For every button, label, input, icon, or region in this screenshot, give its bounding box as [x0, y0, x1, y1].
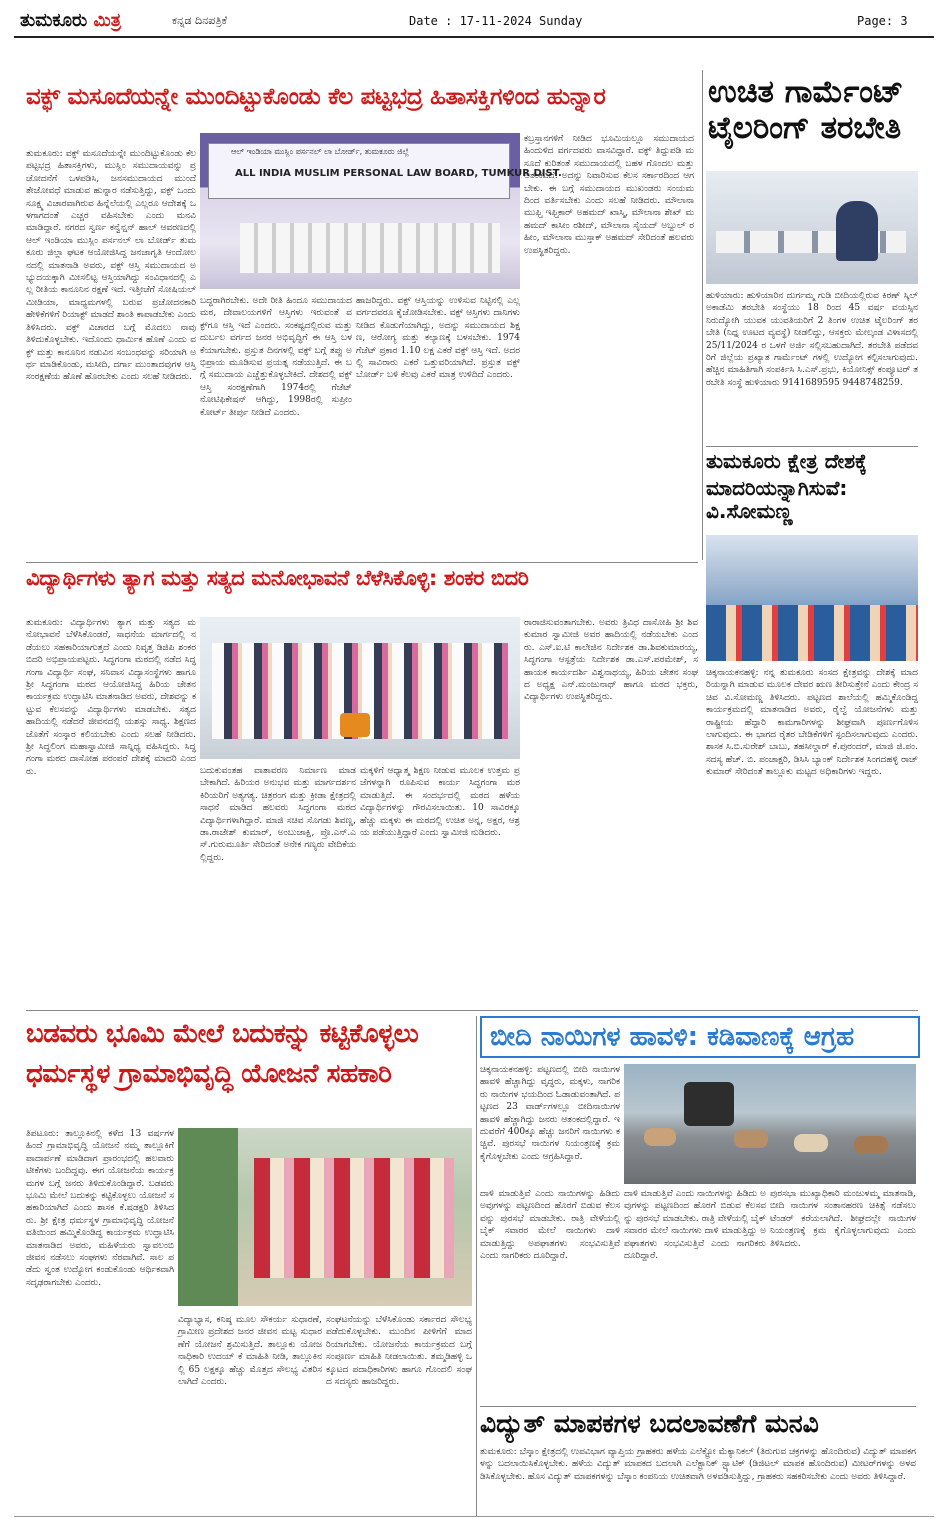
- story1-headline: ವಕ್ಫ್ ಮಸೂದೆಯನ್ನೇ ಮುಂದಿಟ್ಟುಕೊಂಡು ಕೆಲ ಪಟ್ಟಭದ್ರ ಹಿತಾಸಕ್ತಿಗಳಿಂದ ಹುನ್ನಾರ: [26, 84, 606, 110]
- photo-banner-line1: ಆಲ್ ಇಂಡಿಯಾ ಮುಸ್ಲಿಂ ಪರ್ಸನಲ್ ಲಾ ಬೋರ್ಡ್, ತುಮಕೂರು ಜಿಲ್ಲೆ: [231, 147, 409, 156]
- newspaper-logo: [20, 10, 121, 31]
- story-divider: [706, 446, 918, 447]
- story1-column-2: ಬದ್ಧರಾಗಿರಬೇಕು. ಅದೇ ರೀತಿ ಹಿಂದೂ ಸಮುದಾಯದ ಮಠ, ದೇವಾಲಯಗಳಿಗೆ ಆಸ್ತಿಗಳು ಇರುವಂತೆ ವಕ್ಫ್‌ಗೂ ಆಸ್ತಿ ಇದೆ ಎಂದರು. ಸಂಕಷ್ಟದಲ್ಲಿರುವ ಮತ್ತು ದುರ್ಬಲ ವರ್ಗದ ಜನರ ಅಭಿವೃದ್ಧಿಗೆ ಈ ಆಸ್ತಿ ಬಳಕೆಯಾಗಬೇಕು. ಪ್ರಸ್ತುತ ದಿನಗಳಲ್ಲಿ ವಕ್ಫ್ ಬಗ್ಗೆ ತಪ್ಪು ಅಭಿಪ್ರಾಯ ಮೂಡಿಸುವ ಪ್ರಯತ್ನ ನಡೆಯುತ್ತಿದೆ. ಈ ಬಗ್ಗೆ ಸಮುದಾಯ ಎಚ್ಚೆತ್ತುಕೊಳ್ಳಬೇಕಿದೆ. ದೇಶದಲ್ಲಿ ವಕ್ಫ್ ಆಸ್ತಿ ಸಂರಕ್ಷಣೆಗಾಗಿ 1974ರಲ್ಲಿ ಗೆಜೆಟ್ ನೋಟಿಫಿಕೇಷನ್ ಆಗಿದ್ದು, 1998ರಲ್ಲಿ ಸುಪ್ರೀಂ ಕೋರ್ಟ್ ತೀರ್ಪು ನೀಡಿದೆ ಎಂದರು.: [200, 296, 352, 418]
- story2-headline: [708, 75, 936, 165]
- story5-photo: [178, 1128, 472, 1306]
- story6-headline-box: [480, 1016, 920, 1058]
- story4-column-1: ತುಮಕೂರು: ವಿದ್ಯಾರ್ಥಿಗಳು ತ್ಯಾಗ ಮತ್ತು ಸತ್ಯದ ಮನೋಭಾವನೆ ಬೆಳೆಸಿಕೊಂಡರೆ, ಸಾಧನೆಯ ಮಾರ್ಗದಲ್ಲಿ ನಡೆಯಲು ಸಹಕಾರಿಯಾಗುತ್ತದೆ ಎಂದು ನಿವೃತ್ತ ಡಿಜಿಪಿ ಶಂಕರ ಬಿದರಿ ಅಭಿಪ್ರಾಯಪಟ್ಟರು. ಸಿದ್ಧಗಂಗಾ ಮಠದಲ್ಲಿ ನಡೆದ ಸಿದ್ಧಗಂಗಾ ವಿದ್ಯಾರ್ಥಿ ಸಂಘ, ಸನಿವಾಸ ವಿದ್ಯಾಸಂಸ್ಥೆಗಳು ಹಾಗೂ ಶ್ರೀ ಸಿದ್ಧಗಂಗಾ ಮಠದ ಆಯೋಜಿಸಿದ್ದ ಹಿರಿಯ ಚೇತನ ಕಾರ್ಯಕ್ರಮ ಉದ್ಘಾಟಿಸಿ ಮಾತನಾಡಿದ ಅವರು, ದೇಶವನ್ನು ಕಟ್ಟುವ ಕೆಲಸವನ್ನು ವಿದ್ಯಾರ್ಥಿಗಳು ಮಾಡಬೇಕು. ಸತ್ಯದ ಹಾದಿಯಲ್ಲಿ ನಡೆದರೆ ಜೀವನದಲ್ಲಿ ಯಶಸ್ಸು ಸಾಧ್ಯ. ಶಿಕ್ಷಣದ ಜೊತೆಗೆ ಸಂಸ್ಕಾರ ಕಲಿಯಬೇಕು ಎಂದು ಸಲಹೆ ನೀಡಿದರು. ಶ್ರೀ ಸಿದ್ಧಲಿಂಗ ಮಹಾಸ್ವಾಮೀಜಿ ಸಾನ್ನಿಧ್ಯ ವಹಿಸಿದ್ದರು. ಸಿದ್ಧಗಂಗಾ ಮಠದ ದಾಸೋಹ ಪರಂಪರೆ ದೇಶಕ್ಕೆ ಮಾದರಿ ಎಂದರು.: [26, 618, 196, 777]
- story2-headline-line2: ಟೈಲರಿಂಗ್ ತರಬೇತಿ: [708, 109, 902, 146]
- story5-column-2: ವಿದ್ಯಾಭ್ಯಾಸ, ಕನಿಷ್ಠ ಮೂಲ ಸೌಕರ್ಯ ಸುಧಾರಣೆ, ಗ್ರಾಮೀಣ ಪ್ರದೇಶದ ಜನರ ಜೀವನ ಮಟ್ಟ ಸುಧಾರಣೆಗೆ ಯೋಜನೆ ಶ್ರಮಿಸುತ್ತಿದೆ. ತಾಲ್ಲೂಕು ಯೋಜನಾಧಿಕಾರಿ ಉದಯ್ ಕೆ ಮಾಹಿತಿ ನೀಡಿ, ತಾಲ್ಲೂಕಿನಲ್ಲಿ 65 ಲಕ್ಷಕ್ಕೂ ಹೆಚ್ಚು ಮೊತ್ತದ ಸೌಲಭ್ಯ ವಿತರಿಸಲಾಗಿದೆ ಎಂದರು.: [178, 1315, 322, 1388]
- masthead: [14, 8, 934, 32]
- story1-photo: [200, 133, 562, 289]
- story6-column-3: ಪುರಸಭಾ ಮುಖ್ಯಾಧಿಕಾರಿ ಮಂಜುಳಮ್ಮ ಮಾತನಾಡಿ, ಬೀದಿ ನಾಯಿಗಳ ಸಂತಾನಹರಣ ಚಿಕಿತ್ಸೆ ನಡೆಸಲು ಟೆಂಡರ್ ಕರೆಯಲಾಗಿದೆ. ಶೀಘ್ರದಲ್ಲೇ ನಾಯಿಗಳ ನಿಯಂತ್ರಣಕ್ಕೆ ಕ್ರಮ ಕೈಗೊಳ್ಳಲಾಗುವುದು ಎಂದು ತಿಳಿಸಿದರು.: [770, 1189, 916, 1249]
- page-number: Page: 3: [857, 14, 908, 28]
- students-shape: [706, 605, 918, 661]
- women-group-shape: [254, 1158, 454, 1278]
- story1-column-1: ತುಮಕೂರು: ವಕ್ಫ್ ಮಸೂದೆಯನ್ನೇ ಮುಂದಿಟ್ಟುಕೊಂಡು ಕೆಲ ಪಟ್ಟಭದ್ರ ಹಿತಾಸಕ್ತಿಗಳು, ಮುಸ್ಲಿಂ ಸಮುದಾಯವನ್ನು ಪ್ರಚೋದನೆಗೆ ಒಳಪಡಿಸಿ, ಜನಸಮುದಾಯದ ಮುಂದೆ ತೇಜೋವಧೆ ಮಾಡುವ ಹುನ್ನಾರ ನಡೆಸುತ್ತಿದ್ದು, ವಕ್ಫ್ ಒಂದು ಸೂಕ್ಷ್ಮ ವಿಚಾರವಾಗಿರುವ ಹಿನ್ನೆಲೆಯಲ್ಲಿ ಎಲ್ಲರೂ ಆದೇಶಕ್ಕೆ ಒಳಗಾಗದಂತೆ ಎಚ್ಚರ ವಹಿಸಬೇಕು ಎಂದು ಮನವಿ ಮಾಡಿದ್ದಾರೆ. ನಗರದ ಸ್ವರ್ಣ ಕನ್ವೆನ್ಷನ್ ಹಾಲ್ ಆವರಣದಲ್ಲಿ ಆಲ್ ಇಂಡಿಯಾ ಮುಸ್ಲಿಂ ಪರ್ಸನಲ್ ಲಾ ಬೋರ್ಡ್ ತುಮಕೂರು ಜಿಲ್ಲಾ ಘಟಕ ಆಯೋಜಿಸಿದ್ದ ಜನಜಾಗೃತಿ ಆಂದೋಲನದಲ್ಲಿ ಮಾತನಾಡಿ ಅವರು, ವಕ್ಫ್ ಆಸ್ತಿ ಸಮುದಾಯದ ಅಭ್ಯುದಯಕ್ಕಾಗಿ ಮೀಸಲಿಟ್ಟ ಆಸ್ತಿಯಾಗಿದ್ದು ಸಂವಿಧಾನದಲ್ಲಿ ಎಲ್ಲ ರೀತಿಯ ಕಾನೂನಿನ ರಕ್ಷಣೆ ಇದೆ. ಇತ್ತೀಚೆಗೆ ಸೋಷಿಯಲ್ ಮೀಡಿಯಾ, ಮಾಧ್ಯಮಗಳಲ್ಲಿ ಬರುವ ಪ್ರಚೋದನಕಾರಿ ಹೇಳಿಕೆಗಳಿಗೆ ರಿಯಾಕ್ಟ್ ಮಾಡದೆ ಶಾಂತಿ ಕಾಪಾಡಬೇಕು ಎಂದು ತಿಳಿಸಿದರು. ವಕ್ಫ್ ವಿಚಾರದ ಬಗ್ಗೆ ಮೊದಲು ನಾವು ತಿಳಿದುಕೊಳ್ಳಬೇಕು. ಇದೊಂದು ಧಾರ್ಮಿಕ ಹೊಣೆ ಎಂದು ವಕ್ಫ್ ಮತ್ತು ಕಾನೂನಿನ ನಡುವಿನ ಸಂಬಂಧವನ್ನು ಸರಿಯಾಗಿ ಅರ್ಥ ಮಾಡಿಕೊಂಡು, ಮಸೀದಿ, ದರ್ಗಾ ಮುಂತಾದವುಗಳ ಆಸ್ತಿ ಸಂರಕ್ಷಣೆಯ ಹೊಣೆ ಹೊರಬೇಕು ಎಂದು ಸಲಹೆ ನೀಡಿದರು.: [26, 149, 196, 383]
- column-divider: [476, 1016, 477, 1516]
- plant-shape: [178, 1128, 238, 1306]
- story2-body: ಹುಳಿಯಾರು: ಹುಳಿಯಾರಿನ ದುರ್ಗಮ್ಮ ಗುಡಿ ಬೀದಿಯಲ್ಲಿರುವ ಕಿರಣ್ ಸ್ಕಿಲ್ ಅಕಾಡೆಮಿ ತರಬೇತಿ ಸಂಸ್ಥೆಯು 18 ರಿಂದ 45 ವರ್ಷ ವಯಸ್ಸಿನ ನಿರುದ್ಯೋಗಿ ಯುವಕ ಯುವತಿಯರಿಗೆ 2 ತಿಂಗಳ ಉಚಿತ ಟೈಲರಿಂಗ್ ತರಬೇತಿ (ನಿಧ್ನ ಊಟದ ವ್ಯವಸ್ಥೆ) ನೀಡಲಿದ್ದು, ಆಸಕ್ತರು ಮೇಲ್ಕಂಡ ವಿಳಾಸದಲ್ಲಿ 25/11/2024 ರ ಒಳಗೆ ಅರ್ಜಿ ಸಲ್ಲಿಸಬಹುದಾಗಿದೆ. ತರಬೇತಿ ಪಡೆದವರಿಗೆ ಜಿಲ್ಲೆಯ ಪ್ರಖ್ಯಾತ ಗಾರ್ಮೆಂಟ್ ಗಳಲ್ಲಿ ಉದ್ಯೋಗ ಕಲ್ಪಿಸಲಾಗುವುದು. ಹೆಚ್ಚಿನ ಮಾಹಿತಿಗಾಗಿ ಸಂಪರ್ಕಿಸಿ ಸಿ.ಎಸ್.ಪ್ರಭು, ಕಿಯೋನಿಕ್ಸ್ ಕಂಪ್ಯೂಟರ್ ತರಬೇತಿ ಸಂಸ್ಥೆ ಹುಳಿಯಾರು 9141689595 9448748259.: [706, 291, 918, 388]
- story6-column-1: ಚಿಕ್ಕನಾಯಕನಹಳ್ಳಿ: ಪಟ್ಟಣದಲ್ಲಿ ಬೀದಿ ನಾಯಿಗಳ ಹಾವಳಿ ಹೆಚ್ಚಾಗಿದ್ದು ವೃದ್ಧರು, ಮಕ್ಕಳು, ನಾಗರಿಕರು ನಾಯಿಗಳ ಭಯದಿಂದ ಓಡಾಡುವಂತಾಗಿದೆ. ಪಟ್ಟಣದ 23 ವಾರ್ಡ್‌ಗಳಲ್ಲೂ ಬೀದಿನಾಯಿಗಳ ಹಾವಳಿ ಹೆಚ್ಚಾಗಿದ್ದು ಜನರು ಆತಂಕದಲ್ಲಿದ್ದಾರೆ. ಇದುವರೆಗೆ 400ಕ್ಕೂ ಹೆಚ್ಚು ಜನರಿಗೆ ನಾಯಿಗಳು ಕಚ್ಚಿವೆ. ಪುರಸಭೆ ನಾಯಿಗಳ ನಿಯಂತ್ರಣಕ್ಕೆ ಕ್ರಮ ಕೈಗೊಳ್ಳಬೇಕು ಎಂದು ಆಗ್ರಹಿಸಿದ್ದಾರೆ.: [480, 1065, 620, 1162]
- story3-headline-line2: ಮಾದರಿಯನ್ನಾಗಿಸುವೆ: ವಿ.ಸೋಮಣ್ಣ: [706, 476, 848, 523]
- dog-shape: [644, 1128, 676, 1146]
- story6-photo: [624, 1064, 916, 1184]
- tagline: ಕನ್ನಡ ದಿನಪತ್ರಿಕೆ: [172, 14, 228, 27]
- story3-headline-line1: ತುಮಕೂರು ಕ್ಷೇತ್ರ ದೇಶಕ್ಕೆ: [706, 449, 867, 473]
- story4-column-3: ಮಕ್ಕಳಿಗೆ ಆಧ್ಯಾತ್ಮ ಶಿಕ್ಷಣ ನೀಡುವ ಮೂಲಕ ಉತ್ತಮ ಪ್ರಜೆಗಳನ್ನಾಗಿ ರೂಪಿಸುವ ಕಾರ್ಯ ಸಿದ್ಧಗಂಗಾ ಮಠ ಮಾಡುತ್ತಿದೆ. ಈ ಸಂದರ್ಭದಲ್ಲಿ ಮಠದ ಹಳೆಯ ವಿದ್ಯಾರ್ಥಿಗಳನ್ನು ಗೌರವಿಸಲಾಯಿತು. 10 ಸಾವಿರಕ್ಕೂ ಹೆಚ್ಚು ಮಕ್ಕಳು ಈ ಮಠದಲ್ಲಿ ಉಚಿತ ಅನ್ನ, ಅಕ್ಷರ, ಆಶ್ರಯ ಪಡೆಯುತ್ತಿದ್ದಾರೆ ಎಂದು ಸ್ವಾಮೀಜಿ ನುಡಿದರು.: [360, 766, 520, 839]
- photo-banner-line2: ALL INDIA MUSLIM PERSONAL LAW BOARD, TUMKUR DIST.: [235, 168, 562, 179]
- dog-shape: [794, 1134, 828, 1152]
- story1-column-4: ಕಬ್ರಸ್ತಾನಗಳಿಗೆ ನೀಡಿದ ಭೂಮಿಯಲ್ಲೂ ಸಮುದಾಯದ ಹಿಂದುಳಿದ ವರ್ಗದವರು ವಾಸವಿದ್ದಾರೆ. ವಕ್ಫ್ ತಿದ್ದುಪಡಿ ಮಸೂದೆ ಕುರಿತಂತೆ ಸಮುದಾಯದಲ್ಲಿ ಬಹಳ ಗೊಂದಲ ಮತ್ತು ಆತಂಕವಿದೆ. ಅದನ್ನು ನಿವಾರಿಸುವ ಕೆಲಸ ಸರ್ಕಾರದಿಂದ ಆಗಬೇಕು. ಈ ಬಗ್ಗೆ ಸಮುದಾಯದ ಮುಖಂಡರು ಸಂಯಮದಿಂದ ವರ್ತಿಸಬೇಕು ಎಂದು ಸಲಹೆ ನೀಡಿದರು. ಮೌಲಾನಾ ಮುಫ್ತಿ ಇಫ್ತಿಕಾರ್ ಅಹಮದ್ ಖಾಸ್ಮಿ, ಮೌಲಾನಾ ಶೇಖ್ ಮಹಮದ್ ಕಾಸೀಂ ರಶೀದ್, ಮೌಲಾನಾ ಸೈಯದ್ ಅಬ್ದುಲ್ ರಹೀಂ, ಮೌಲಾನಾ ಮುಸ್ತಾಕ್ ಅಹಮದ್ ಸೇರಿದಂತೆ ಹಲವರು ಉಪಸ್ಥಿತರಿದ್ದರು.: [524, 134, 694, 256]
- section-divider: [26, 562, 698, 563]
- story6-column-2: ದಾಳಿ ಮಾಡುತ್ತಿವೆ ಎಂದು ನಾಯಿಗಳನ್ನು ಹಿಡಿದು ಅವುಗಳನ್ನು ಪಟ್ಟಣದಿಂದ ಹೊರಗೆ ಬಿಡುವ ಕೆಲಸವನ್ನು ಪುರಸಭೆ ಮಾಡಬೇಕು. ರಾತ್ರಿ ವೇಳೆಯಲ್ಲಿ ಬೈಕ್ ಸವಾರರ ಮೇಲೆ ನಾಯಿಗಳು ದಾಳಿ ಮಾಡುತ್ತಿದ್ದು ಅಪಘಾತಗಳು ಸಂಭವಿಸುತ್ತಿವೆ ಎಂದು ನಾಗರಿಕರು ದೂರಿದ್ದಾರೆ.: [624, 1189, 766, 1262]
- issue-date: Date : 17-11-2024 Sunday: [409, 14, 583, 28]
- story3-body: ಚಿಕ್ಕನಾಯಕನಹಳ್ಳಿ: ನನ್ನ ತುಮಕೂರು ಸಂಸದ ಕ್ಷೇತ್ರವನ್ನು ದೇಶಕ್ಕೆ ಮಾದರಿಯನ್ನಾಗಿ ಮಾಡುವ ಮೂಲಕ ದೇವರ ಋಣ ತೀರಿಸುತ್ತೇನೆ ಎಂದು ಕೇಂದ್ರ ಸಚಿವ ವಿ.ಸೋಮಣ್ಣ ತಿಳಿಸಿದರು. ಪಟ್ಟಣದ ಶಾಲೆಯಲ್ಲಿ ಹಮ್ಮಿಕೊಂಡಿದ್ದ ಕಾರ್ಯಕ್ರಮದಲ್ಲಿ ಮಾತನಾಡಿದ ಅವರು, ರೈಲ್ವೆ ಯೋಜನೆಗಳು ಮತ್ತು ರಾಷ್ಟ್ರೀಯ ಹೆದ್ದಾರಿ ಕಾಮಗಾರಿಗಳನ್ನು ಶೀಘ್ರವಾಗಿ ಪೂರ್ಣಗೊಳಿಸಲಾಗುವುದು. ಈ ಭಾಗದ ರೈತರ ಬೇಡಿಕೆಗಳಿಗೆ ಸ್ಪಂದಿಸಲಾಗುವುದು ಎಂದರು. ಶಾಸಕ ಸಿ.ಬಿ.ಸುರೇಶ್ ಬಾಬು, ತಹಸೀಲ್ದಾರ್ ಕೆ.ಪುರಂದರ್, ಮಾಜಿ ಜಿ.ಪಂ. ಸದಸ್ಯ ಹೆಚ್. ಬಿ. ಪಂಚಾಕ್ಷರಿ, ಡಿಸಿಸಿ ಬ್ಯಾಂಕ್ ನಿರ್ದೇಶಕ ಸಿಂಗದಹಳ್ಳಿ ರಾಜ್ ಕುಮಾರ್ ಸೇರಿದಂತೆ ತಾಲ್ಲೂಕು ಮಟ್ಟದ ಅಧಿಕಾರಿಗಳು ಇದ್ದರು.: [706, 668, 918, 778]
- story7-body: ತುಮಕೂರು: ಬೆಸ್ಕಾಂ ಕ್ಷೇತ್ರದಲ್ಲಿ ಉಪವಿಭಾಗ ವ್ಯಾಪ್ತಿಯ ಗ್ರಾಹಕರು ಹಳೆಯ ಎಲೆಕ್ಟ್ರೋ ಮೆಕ್ಯಾನಿಕಲ್ (ತಿರುಗುವ ಚಕ್ರಗಳನ್ನು ಹೊಂದಿರುವ) ವಿದ್ಯುತ್ ಮಾಪಕಗಳನ್ನು ಬದಲಾಯಿಸಿಕೊಳ್ಳಬೇಕು. ಹಳೆಯ ವಿದ್ಯುತ್ ಮಾಪಕದ ಬದಲಾಗಿ ಎಲೆಕ್ಟ್ರಾನಿಕ್ ಸ್ಟ್ಯಾಟಿಕ್ (ಡಿಜಿಟಲ್ ಮಾಪಕ ಹೊಂದಿರುವ) ಮೀಟರ್‌ಗಳನ್ನು ಅಳವಡಿಸಿಕೊಳ್ಳಬೇಕು. ಹೊಸ ವಿದ್ಯುತ್ ಮಾಪಕಗಳನ್ನು ಬೆಸ್ಕಾಂ ಕಂಪನಿಯ ಉಚಿತವಾಗಿ ಅಳವಡಿಸುತ್ತಿದ್ದು, ಗ್ರಾಹಕರು ಸಹಕರಿಸಬೇಕು ಎಂದು ಅವರು ತಿಳಿಸಿದ್ದಾರೆ.: [480, 1447, 916, 1482]
- dog-shape: [854, 1136, 888, 1154]
- story6-column-1-continued: ದಾಳಿ ಮಾಡುತ್ತಿವೆ ಎಂದು ನಾಯಿಗಳನ್ನು ಹಿಡಿದು ಅವುಗಳನ್ನು ಪಟ್ಟಣದಿಂದ ಹೊರಗೆ ಬಿಡುವ ಕೆಲಸವನ್ನು ಪುರಸಭೆ ಮಾಡಬೇಕು. ರಾತ್ರಿ ವೇಳೆಯಲ್ಲಿ ಬೈಕ್ ಸವಾರರ ಮೇಲೆ ನಾಯಿಗಳು ದಾಳಿ ಮಾಡುತ್ತಿದ್ದು ಅಪಘಾತಗಳು ಸಂಭವಿಸುತ್ತಿವೆ ಎಂದು ನಾಗರಿಕರು ದೂರಿದ್ದಾರೆ.: [480, 1189, 620, 1262]
- masthead-rule: [14, 36, 934, 38]
- section-divider: [26, 1010, 918, 1011]
- story5-column-3: ಸಂಘಟನೆಯನ್ನು ಬೆಳೆಸಿಕೊಂಡು ಸರ್ಕಾರದ ಸೌಲಭ್ಯ ಪಡೆದುಕೊಳ್ಳಬೇಕು. ಮುಂದಿನ ಪೀಳಿಗೆಗೆ ಮಾದರಿಯಾಗಬೇಕು. ಯೋಜನೆಯ ಕಾರ್ಯಕ್ರಮದ ಬಗ್ಗೆ ಸಂಪೂರ್ಣ ಮಾಹಿತಿ ನೀಡಲಾಯಿತು. ತಮ್ಮಡಿಹಳ್ಳಿ ಒಕ್ಕೂಟದ ಪದಾಧಿಕಾರಿಗಳು ಹಾಗೂ ಗೊಂದಲಿ ಸಂಘದ ಸದಸ್ಯರು ಹಾಜರಿದ್ದರು.: [326, 1315, 472, 1388]
- dog-shape: [734, 1130, 768, 1148]
- trainee-shape: [836, 201, 878, 261]
- column-divider: [702, 70, 703, 560]
- story6-headline: ಬೀದಿ ನಾಯಿಗಳ ಹಾವಳಿ: ಕಡಿವಾಣಕ್ಕೆ ಆಗ್ರಹ: [490, 1022, 855, 1052]
- audience-shape: [240, 223, 500, 273]
- story2-headline-line1: ಉಚಿತ ಗಾರ್ಮೆಂಟ್: [708, 74, 904, 110]
- story5-headline-line1: ಬಡವರು ಭೂಮಿ ಮೇಲೆ ಬದುಕನ್ನು ಕಟ್ಟಿಕೊಳ್ಳಲು: [26, 1019, 419, 1049]
- story5-headline: [26, 1020, 476, 1130]
- story7-headline: ವಿದ್ಯುತ್ ಮಾಪಕಗಳ ಬದಲಾವಣೆಗೆ ಮನವಿ: [480, 1409, 819, 1438]
- logo-part2: ಮಿತ್ರ: [93, 10, 122, 31]
- story5-column-1: ತಿಪಟೂರು: ತಾಲ್ಲೂಕಿನಲ್ಲಿ ಕಳೆದ 13 ವರ್ಷಗಳ ಹಿಂದೆ ಗ್ರಾಮಾಭಿವೃದ್ಧಿ ಯೋಜನೆ ನಮ್ಮ ತಾಲ್ಲೂಕಿಗೆ ಪಾದಾರ್ಪಣೆ ಮಾಡಿದಾಗ ಪ್ರಾರಂಭದಲ್ಲಿ ಹಲವಾರು ಟೀಕೆಗಳು ಬಂದಿದ್ದವು. ಈಗ ಯೋಜನೆಯ ಕಾರ್ಯಕ್ರಮಗಳ ಬಗ್ಗೆ ಜನರು ತಿಳಿದುಕೊಂಡಿದ್ದಾರೆ. ಬಡವರು ಭೂಮಿ ಮೇಲೆ ಬದುಕನ್ನು ಕಟ್ಟಿಕೊಳ್ಳಲು ಯೋಜನೆ ಸಹಕಾರಿಯಾಗಿದೆ ಎಂದು ಶಾಸಕ ಕೆ.ಷಡಕ್ಷರಿ ತಿಳಿಸಿದರು. ಶ್ರೀ ಕ್ಷೇತ್ರ ಧರ್ಮಸ್ಥಳ ಗ್ರಾಮಾಭಿವೃದ್ಧಿ ಯೋಜನೆ ವತಿಯಿಂದ ಹಮ್ಮಿಕೊಂಡಿದ್ದ ಕಾರ್ಯಕ್ರಮ ಉದ್ಘಾಟಿಸಿ ಮಾತನಾಡಿದ ಅವರು, ಮಹಿಳೆಯರು ಸ್ವಾವಲಂಬಿ ಜೀವನ ನಡೆಸಲು ಸಂಘಗಳು ನೆರವಾಗಿವೆ. ಸಾಲ ಪಡೆದು ಸ್ವಂತ ಉದ್ಯೋಗ ಕಂಡುಕೊಂಡು ಆರ್ಥಿಕವಾಗಿ ಸದೃಢರಾಗಬೇಕು ಎಂದರು.: [26, 1129, 174, 1288]
- story-divider: [480, 1406, 916, 1407]
- photo-banner: [208, 143, 562, 199]
- motorbike-shape: [684, 1082, 734, 1126]
- story4-column-4: ರಾರಾಜಿಸುವಂತಾಗಬೇಕು. ಅವರು ತ್ರಿವಿಧ ದಾಸೋಹಿ ಶ್ರೀ ಶಿವಕುಮಾರ ಸ್ವಾಮೀಜಿ ಅವರ ಹಾದಿಯಲ್ಲಿ ನಡೆಯಬೇಕು ಎಂದರು. ಎಸ್.ಐ.ಟಿ ಕಾಲೇಜಿನ ನಿರ್ದೇಶಕ ಡಾ.ಶಿವಕುಮಾರಯ್ಯ, ಸಿದ್ಧಗಂಗಾ ಆಸ್ಪತ್ರೆಯ ನಿರ್ದೇಶಕ ಡಾ.ಎಸ್.ಪರಮೇಶ್, ಸಹಾಯಕ ಕಾರ್ಯದರ್ಶಿ ವಿಶ್ವನಾಥಯ್ಯ, ಹಿರಿಯ ಚೇತನ ಸಂಘದ ಅಧ್ಯಕ್ಷ ಎನ್.ಮಂಜುನಾಥ್ ಹಾಗೂ ಮಠದ ಭಕ್ತರು, ವಿದ್ಯಾರ್ಥಿಗಳು ಉಪಸ್ಥಿತರಿದ್ದರು.: [524, 618, 698, 703]
- story2-photo: [706, 171, 918, 284]
- story4-column-2: ಬದುಕುವಂತಹ ವಾತಾವರಣ ನಿರ್ಮಾಣ ಮಾಡಬೇಕಾಗಿದೆ. ಹಿರಿಯರ ಅನುಭವ ಮತ್ತು ಮಾರ್ಗದರ್ಶನ ಕಿರಿಯರಿಗೆ ಅತ್ಯಗತ್ಯ. ಚಿತ್ರರಂಗ ಮತ್ತು ಕ್ರೀಡಾ ಕ್ಷೇತ್ರದಲ್ಲಿ ಸಾಧನೆ ಮಾಡಿದ ಹಲವರು ಸಿದ್ಧಗಂಗಾ ಮಠದ ವಿದ್ಯಾರ್ಥಿಗಳಾಗಿದ್ದಾರೆ. ಮಾಜಿ ಸಚಿವ ಸೊಗಡು ಶಿವಣ್ಣ, ಡಾ.ರಾಜೇಶ್ ಕುಮಾರ್, ಅಂಬುಜಾಕ್ಷಿ, ಪ್ರೊ.ಎನ್.ಎಸ್.ಗುರುಮೂರ್ತಿ ಸೇರಿದಂತೆ ಅನೇಕ ಗಣ್ಯರು ವೇದಿಕೆಯಲ್ಲಿದ್ದರು.: [200, 766, 356, 863]
- logo-part1: ತುಮಕೂರು: [20, 10, 88, 31]
- story4-headline: ವಿದ್ಯಾರ್ಥಿಗಳು ತ್ಯಾಗ ಮತ್ತು ಸತ್ಯದ ಮನೋಭಾವನೆ ಬೆಳೆಸಿಕೊಳ್ಳಿ: ಶಂಕರ ಬಿದರಿ: [26, 566, 529, 590]
- story1-column-3: ಹಾಜರಿದ್ದರು. ವಕ್ಫ್ ಆಸ್ತಿಯನ್ನು ಉಳಿಸುವ ನಿಟ್ಟಿನಲ್ಲಿ ಎಲ್ಲ ವರ್ಗದವರೂ ಕೈಜೋಡಿಸಬೇಕು. ವಕ್ಫ್ ಆಸ್ತಿಗಳು ದಾನಿಗಳು ನೀಡಿದ ಕೊಡುಗೆಯಾಗಿದ್ದು, ಅದನ್ನು ಸಮುದಾಯದ ಶಿಕ್ಷಣ, ಆರೋಗ್ಯ ಮತ್ತು ಕಲ್ಯಾಣಕ್ಕೆ ಬಳಸಬೇಕು. 1974 ಗೆಜೆಟ್ ಪ್ರಕಾರ 1.10 ಲಕ್ಷ ಎಕರೆ ವಕ್ಫ್ ಆಸ್ತಿ ಇದೆ. ಅದರಲ್ಲಿ ಸಾವಿರಾರು ಎಕರೆ ಒತ್ತುವರಿಯಾಗಿದೆ. ಪ್ರಸ್ತುತ ವಕ್ಫ್ ಬೋರ್ಡ್ ಬಳಿ ಕೆಲವು ಎಕರೆ ಮಾತ್ರ ಉಳಿದಿದೆ ಎಂದರು.: [356, 296, 520, 381]
- story3-photo: [706, 535, 918, 661]
- footer-rule: [14, 1516, 934, 1517]
- lamp-shape: [340, 713, 370, 737]
- story4-photo: [200, 617, 520, 759]
- story3-headline: [706, 450, 934, 528]
- story5-headline-line2: ಧರ್ಮಸ್ಥಳ ಗ್ರಾಮಾಭಿವೃದ್ಧಿ ಯೋಜನೆ ಸಹಕಾರಿ: [26, 1058, 392, 1089]
